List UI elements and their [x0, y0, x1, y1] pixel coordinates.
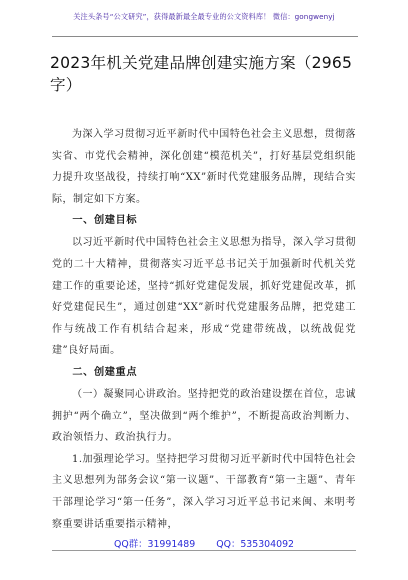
promo-banner: 关注头条号“公文研究”，获得最新最全最专业的公文资料库！ 微信：gongwenyj — [73, 12, 335, 21]
paragraph-goals: 以习近平新时代中国特色社会主义思想为指导，深入学习贯彻党的二十大精神，贯彻落实习近平总书记关于加强新时代机关党建工作的重要论述，坚持“抓好党建促发展，抓好党建促改革，抓好党建促民生”，通过创建“XX”新时代党建服务品牌，把党建工作与统战工作有机结合起来，形成“党建带统战，以统战促党建”良好局面。 — [52, 237, 356, 357]
paragraph-focus-1: （一）凝聚同心讲政治。坚持把党的政治建设摆在首位，忠诚拥护“两个确立”，坚决做到“两个维护”，不断提高政治判断力、政治领悟力、政治执行力。 — [52, 388, 356, 444]
paragraph-intro: 为深入学习贯彻习近平新时代中国特色社会主义思想，贯彻落实省、市党代会精神，深化创建“模范机关”，打好基层党组织能力提升攻坚战役，持续打响“XX”新时代党建服务品牌，现结合实际，制定如下方案。 — [52, 129, 356, 205]
document-body — [52, 124, 356, 535]
footer-contacts — [0, 536, 408, 550]
footer-qq: QQ：535304092 — [216, 539, 295, 550]
footer-qq-group: QQ群：31991489 — [113, 539, 196, 550]
document-title: 2023年机关党建品牌创建实施方案（2965字） — [50, 54, 353, 94]
footer-divider — [52, 550, 356, 551]
heading-goals: 一、创建目标 — [72, 215, 138, 227]
header-divider — [52, 36, 358, 37]
paragraph-focus-1-1: 1.加强理论学习。坚持把学习贯彻习近平新时代中国特色社会主义思想列为部务会议“第一议题”、干部教育“第一主题”、青年干部理论学习“第一任务”，深入学习习近平总书记来闽、来明考察重要讲话重要指示精神， — [52, 453, 356, 530]
heading-focus: 二、创建重点 — [72, 366, 138, 378]
